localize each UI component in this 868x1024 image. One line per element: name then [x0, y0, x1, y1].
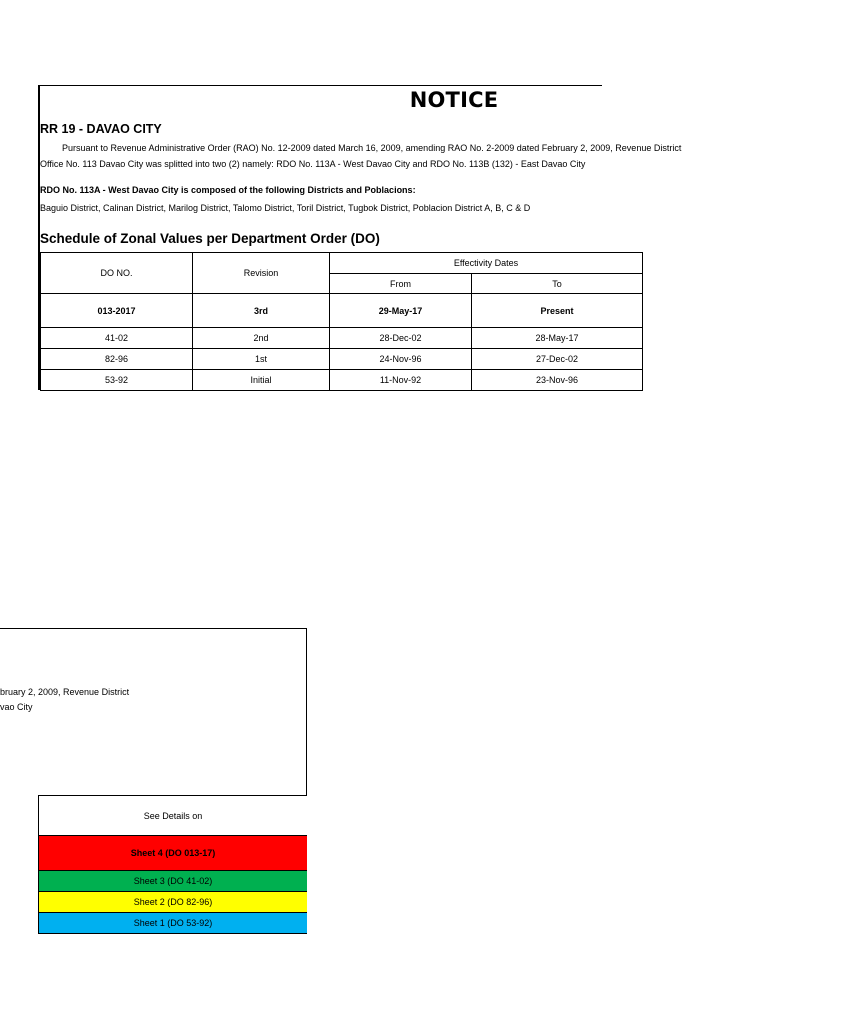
continuation-line2: vao City: [0, 702, 33, 712]
see-details-panel: [38, 795, 307, 934]
zonal-values-table: [40, 252, 643, 391]
cell-revision: 1st: [193, 349, 330, 370]
cell-to: 23-Nov-96: [472, 370, 643, 391]
table-row: [41, 294, 643, 328]
cell-revision: 3rd: [193, 294, 330, 328]
sheet-1-link[interactable]: Sheet 1 (DO 53-92): [39, 913, 307, 934]
schedule-title: Schedule of Zonal Values per Department Order (DO): [40, 231, 380, 246]
cell-to: 27-Dec-02: [472, 349, 643, 370]
cell-revision: 2nd: [193, 328, 330, 349]
header-do-no: DO NO.: [41, 253, 193, 294]
rdo-heading: RDO No. 113A - West Davao City is composed of the following Districts and Poblacions:: [40, 185, 416, 195]
header-to: To: [472, 274, 643, 294]
sheet-3-link[interactable]: Sheet 3 (DO 41-02): [39, 871, 307, 892]
cell-from: 24-Nov-96: [330, 349, 472, 370]
cell-revision: Initial: [193, 370, 330, 391]
header-effectivity-dates: Effectivity Dates: [330, 253, 643, 274]
cell-from: 11-Nov-92: [330, 370, 472, 391]
table-row: [41, 370, 643, 391]
districts-list: Baguio District, Calinan District, Marilog District, Talomo District, Toril District, Tugbok District, Poblacion District A, B, C & D: [40, 203, 531, 213]
rr-heading: RR 19 - DAVAO CITY: [40, 122, 162, 136]
header-from: From: [330, 274, 472, 294]
cell-from: 28-Dec-02: [330, 328, 472, 349]
cell-do-no: 82-96: [41, 349, 193, 370]
header-revision: Revision: [193, 253, 330, 294]
cell-to: Present: [472, 294, 643, 328]
notice-panel: [38, 85, 682, 390]
cell-do-no: 013-2017: [41, 294, 193, 328]
cell-to: 28-May-17: [472, 328, 643, 349]
sheet-2-link[interactable]: Sheet 2 (DO 82-96): [39, 892, 307, 913]
sheet-4-link[interactable]: Sheet 4 (DO 013-17): [39, 836, 307, 871]
cell-do-no: 41-02: [41, 328, 193, 349]
table-row: [41, 328, 643, 349]
rao-paragraph-line2: Office No. 113 Davao City was splitted into two (2) namely: RDO No. 113A - West Davao City and RDO No. 113B (132) - East Davao City: [40, 159, 586, 169]
notice-title: NOTICE: [409, 88, 499, 112]
rao-paragraph-line1: Pursuant to Revenue Administrative Order (RAO) No. 12-2009 dated March 16, 2009, amending RAO No. 2-2009 dated February 2, 2009, Revenue District: [62, 143, 682, 153]
continuation-line1: bruary 2, 2009, Revenue District: [0, 687, 130, 697]
see-details-label: See Details on: [39, 796, 307, 836]
table-row: [41, 349, 643, 370]
cell-from: 29-May-17: [330, 294, 472, 328]
cell-do-no: 53-92: [41, 370, 193, 391]
